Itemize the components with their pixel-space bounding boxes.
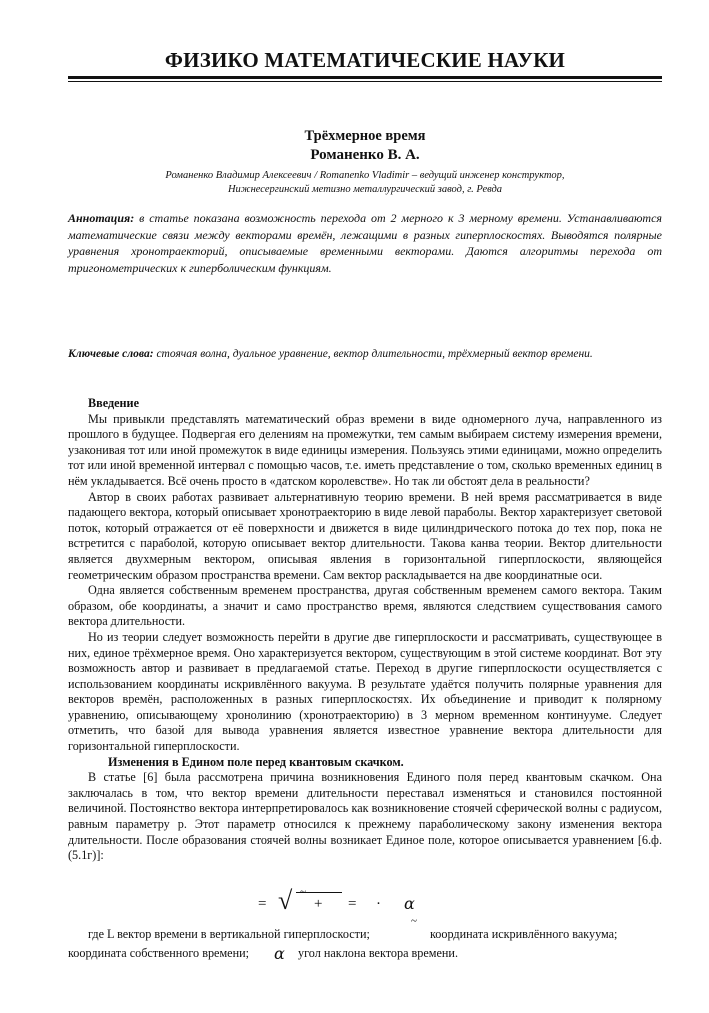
keywords <box>68 348 668 360</box>
explanation-L: где L вектор времени в вертикальной гиперплоскости; <box>88 927 370 941</box>
equation-plus: + <box>314 896 323 912</box>
equation-dot: · <box>376 896 381 912</box>
header-rule-thin <box>68 81 662 82</box>
article-body <box>68 396 662 864</box>
explanation-angle: угол наклона вектора времени. <box>298 946 458 960</box>
equation <box>258 886 458 918</box>
equation-equals-2: = <box>348 896 357 912</box>
abstract-text: в статье показана возможность перехода от 2 мерного к 3 мерному времени. Устанавливаются математические связи между векторами времён, лежащими в разных гиперплоскостях. Выводятся полярные уравнения хронотраекторий, описываемые временными векторами. Даются алгоритмы перехода от тригонометрических к гиперболическим функциям. <box>68 211 662 275</box>
paragraph-2: Автор в своих работах развивает альтернативную теорию времени. В ней время рассматривается в виде падающего вектора, который описывает хронотраекторию в виде левой параболы. Вектор характеризует световой поток, который отражается от её поверхности и движется в виде цилиндрического потока до тех пор, пока не встретится с параболой, которую описывает вектор длительности. Такова канва теории. Вектор длительности является двухмерным вектором, описывая явления в горизонтальной гиперплоскости, являющейся геометрическим образом пространства времени. Сам вектор раскладывается на две координатные оси. <box>68 489 662 582</box>
section-heading-intro: Введение <box>88 396 139 410</box>
explanation-proper-time: координата собственного времени; <box>68 946 250 960</box>
paragraph-4: Но из теории следует возможность перейти в другие две гиперплоскости и рассматривать, существующее в них, единое трёхмерное время. Оно характеризуется вектором, существующим в этой системе координат. Вот эту возможность автор и развивает в предлагаемой статье. Переход в другие гиперплоскости осуществляется с использованием координаты искривлённого вакуума. В результате удаётся получить полярные уравнения для векторов времён, расположенных в разных гиперплоскостях. Их объединение и приводит к полярному уравнению, описывающему хронолинию (хронотраекторию) в 3 мерном временном континууме. Следует отметить, что базой для вывода уравнения является известное уравнение вектора длительности для горизонтальной гиперплоскости. <box>68 629 662 754</box>
paragraph-3: Одна является собственным временем пространства, другая собственным временем самого вектора. Таким образом, обе координаты, а значит и само пространство время, являются следствием существования самого вектора длительности. <box>68 583 662 629</box>
author-affiliation-line2: Нижнесергинский метизно металлургический завод, г. Ревда <box>227 184 503 195</box>
equation-alpha: α <box>404 894 415 913</box>
abstract-label: Аннотация: <box>68 211 135 225</box>
article-title: Трёхмерное время <box>304 128 426 144</box>
header-rule-thick <box>68 76 662 79</box>
journal-section-header: ФИЗИКО МАТЕМАТИЧЕСКИЕ НАУКИ <box>164 48 566 72</box>
paragraph-1: Мы привыкли представлять математический образ времени в виде одномерного луча, направленного из прошлого в будущее. Подвергая его делениям на промежутки, тем самым выбираем систему измерения времени, узаконивая тот или иной промежуток в виде единицы измерения. Пользуясь этими единицами, можно определить тот или иной временной интервал с помощью часов, т.е. иметь представление о том, сколько временных единиц в нём укладывается. Всё очень просто в «датском королевстве». Но так ли обстоят дела в реальности? <box>68 411 662 488</box>
author-affiliation-line1: Романенко Владимир Алексеевич / Romanenko Vladimir – ведущий инженер конструктор, <box>165 170 565 181</box>
explanation-tilde: ~ <box>411 915 417 927</box>
article-author: Романенко В. А. <box>310 147 420 163</box>
keywords-label: Ключевые слова: <box>68 348 154 360</box>
keywords-text: стоячая волна, дуальное уравнение, вектор длительности, трёхмерный вектор времени. <box>153 348 593 360</box>
sqrt-icon: √ <box>278 886 293 915</box>
paragraph-5: В статье [6] была рассмотрена причина возникновения Единого поля перед квантовым скачком. Она заключалась в том, что вектор времени длительности переставал изменяться и становился постоянной величиной. Постоянство вектора интерпретировалось как возникновение стоячей сферической волны с радиусом, равным параметру p. Этот параметр относился к прежнему параболическому закону изменения вектора длительности. После образования стоячей волны возникает Единое поле, которое описывается уравнением [6.ф. (5.1г)]: <box>68 770 662 863</box>
abstract <box>68 210 662 276</box>
equation-tilde: ~ <box>300 886 306 898</box>
section-heading-unified-field: Изменения в Едином поле перед квантовым скачком. <box>108 754 404 769</box>
equation-equals-1: = <box>258 896 267 912</box>
explanation-vacuum: координата искривлённого вакуума; <box>430 927 618 941</box>
explanation-alpha: α <box>274 944 285 963</box>
